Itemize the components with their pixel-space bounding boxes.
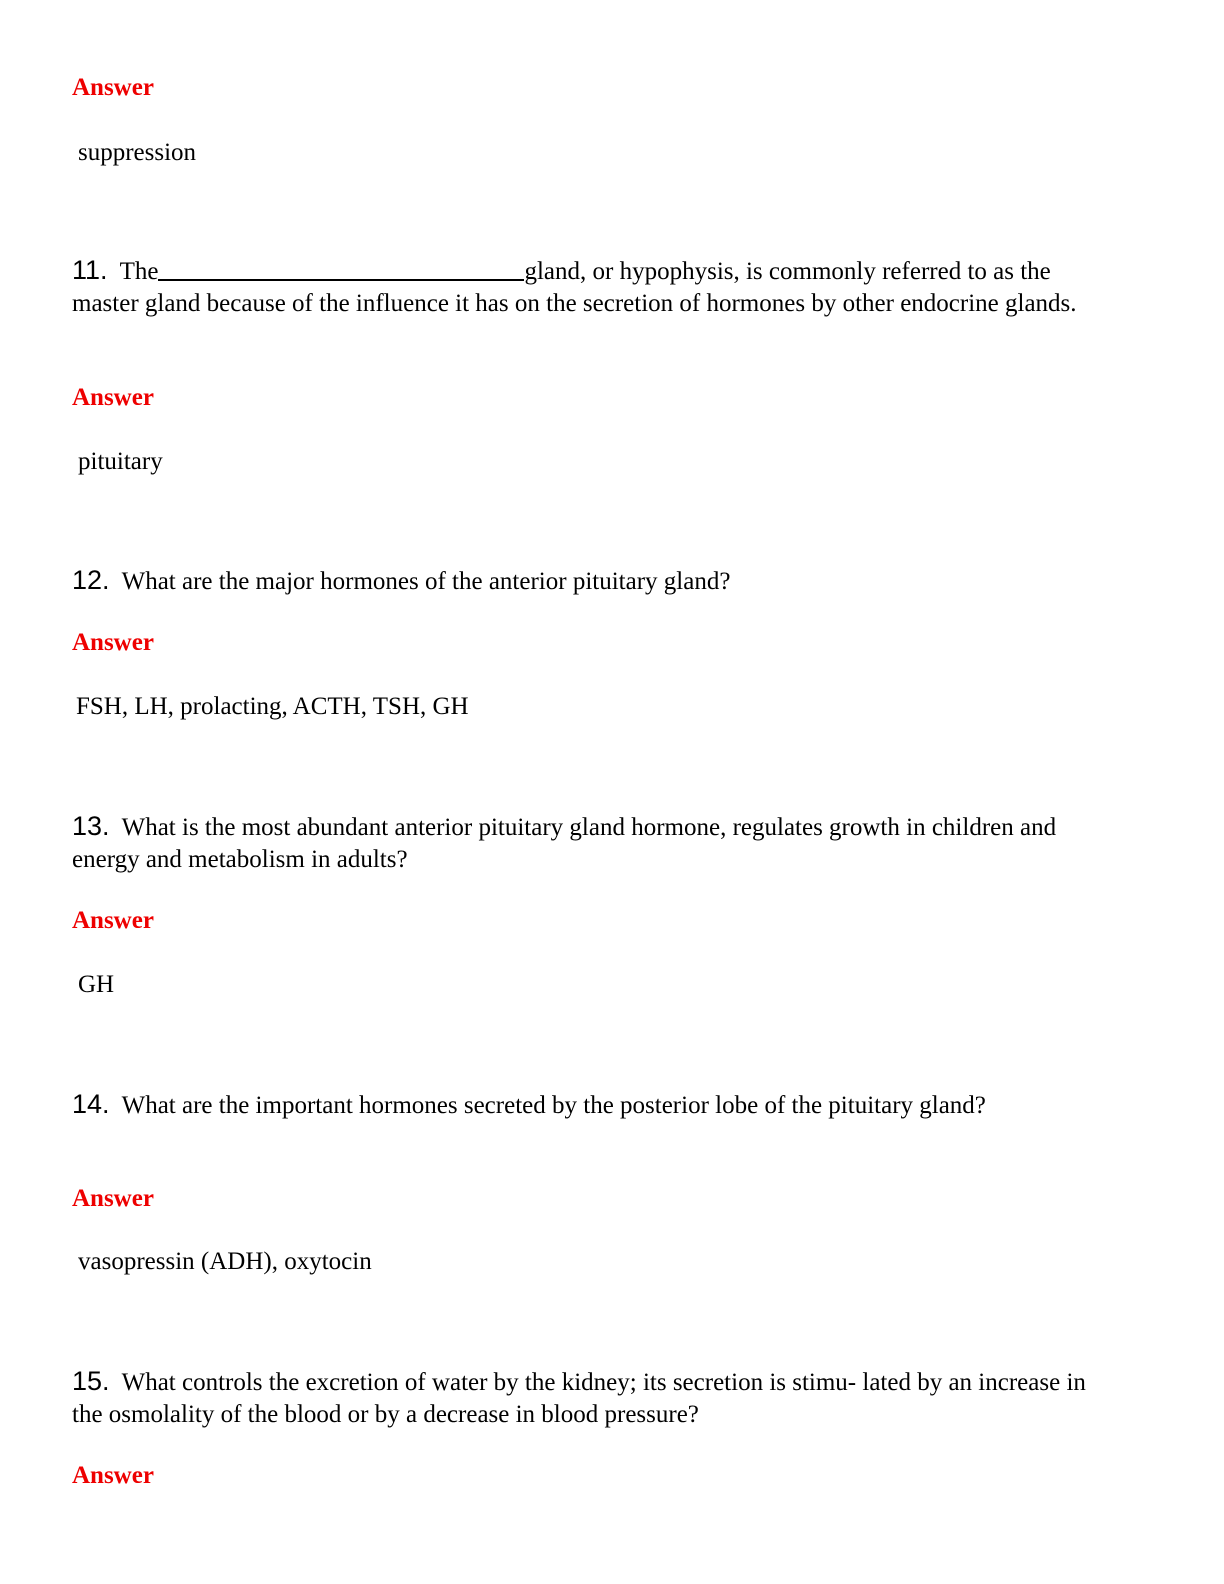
answer-text: pituitary <box>78 448 163 475</box>
question-text: What controls the excretion of water by the kidney; its secretion is stimu- lated by an increase in the osmolality of the blood or by a decrease in blood pressure? <box>72 1369 1086 1428</box>
question-text: What are the important hormones secreted by the posterior lobe of the pituitary gland? <box>121 1092 986 1119</box>
answer-text: suppression <box>78 139 197 166</box>
question-14 <box>72 1089 1112 1122</box>
answer-label: Answer <box>72 1185 154 1212</box>
question-number: 12. <box>72 565 110 595</box>
fill-in-blank <box>158 257 524 281</box>
answer-label: Answer <box>72 384 154 411</box>
question-13 <box>72 811 1112 875</box>
answer-label: Answer <box>72 907 154 934</box>
question-11 <box>72 255 1112 319</box>
question-text-after-blank: gland, or hypophysis, is commonly referred to as the master gland because of the influence it has on the secretion of hormones by other endocrine glands. <box>72 258 1077 317</box>
question-number: 13. <box>72 811 110 841</box>
answer-label: Answer <box>72 1462 154 1489</box>
question-number: 14. <box>72 1089 110 1119</box>
question-12 <box>72 565 1112 598</box>
question-text: What are the major hormones of the anterior pituitary gland? <box>121 568 731 595</box>
answer-label: Answer <box>72 74 154 101</box>
question-text: What is the most abundant anterior pituitary gland hormone, regulates growth in children and energy and metabolism in adults? <box>72 814 1057 873</box>
question-number: 11. <box>72 255 108 285</box>
answer-label: Answer <box>72 629 154 656</box>
answer-text: FSH, LH, prolacting, ACTH, TSH, GH <box>76 693 469 720</box>
question-text-before-blank: The <box>119 258 159 285</box>
answer-text: GH <box>78 971 115 998</box>
question-number: 15. <box>72 1366 110 1396</box>
answer-text: vasopressin (ADH), oxytocin <box>78 1248 372 1275</box>
question-15 <box>72 1366 1112 1430</box>
